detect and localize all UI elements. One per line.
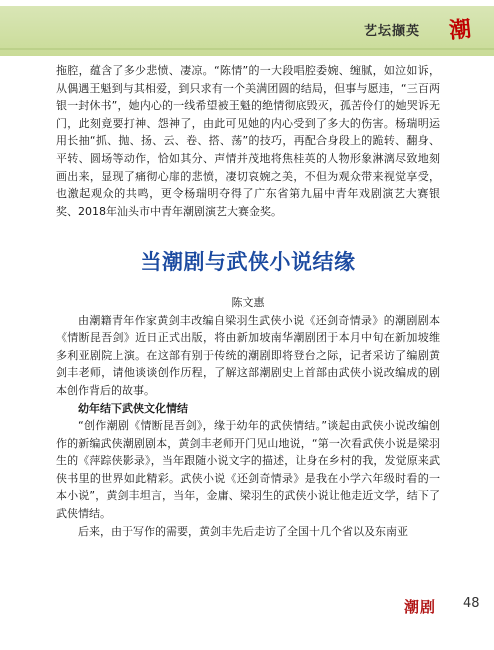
article-title: 当潮剧与武侠小说结缘 xyxy=(140,250,356,275)
page-content xyxy=(56,62,440,540)
footer-magazine-logo: 潮剧 xyxy=(404,597,437,616)
section-label: 艺坛撷英 xyxy=(363,24,420,39)
page-number: 48 xyxy=(463,596,480,611)
article-intro-paragraph: 由潮籍青年作家黄剑丰改编自梁羽生武侠小说《还剑奇情录》的潮剧剧本《情断昆吾剑》近日正式出版，将由新加坡南华潮剧团于本月中旬在新加坡维多利亚剧院上演。在这部有别于传统的潮剧即将登台之际，记者采访了编剧黄剑丰老师，请他谈谈创作历程，了解这部潮剧史上首部由武侠小说改编成的剧本创作背后的故事。 xyxy=(56,313,440,397)
article-body-paragraph: “创作潮剧《情断昆吾剑》，缘于幼年的武侠情结。”谈起由武侠小说改编创作的新编武侠潮剧剧本，黄剑丰老师开门见山地说，“第一次看武侠小说是梁羽生的《萍踪侠影录》，当年跟随小说文字的描述，让身在乡村的我，发觉原来武侠书里的世界如此精彩。武侠小说《还剑奇情录》是我在小学六年级时看的一本小说”，黄剑丰坦言，当年，金庸、梁羽生的武侠小说让他走近文学，结下了武侠情结。 xyxy=(56,419,440,521)
article-body-paragraph: 后来，由于写作的需要，黄剑丰先后走访了全国十几个省以及东南亚 xyxy=(78,524,408,538)
article-author: 陈文惠 xyxy=(231,295,265,309)
header-divider xyxy=(0,48,494,50)
previous-article-paragraph: 拖腔，蕴含了多少悲愤、凄凉。“陈情”的一大段唱腔委婉、缠腻，如泣如诉，从偶遇王魁到与其相爱，到只求有一个美满团圆的结局，但事与愿违，“三百两银一封休书”，她内心的一线希望被王魁的绝情彻底毁灭，孤苦伶仃的她哭诉无门，此刻竟要打神、怨神了，由此可见她的内心受到了多大的伤害。杨瑞明运用长抽“抓、抛、扬、云、卷、搭、荡”的技巧，再配合身段上的跪转、翻身、平转、圆场等动作，恰如其分、声情并茂地将焦桂英的人物形象淋漓尽致地刻画出来，显现了痛彻心扉的悲愤，凄切哀婉之美，不但为观众带来视觉享受，也激起观众的共鸣，更令杨瑞明夺得了广东省第九届中青年戏剧演艺大赛银奖、2018年汕头市中青年潮剧演艺大赛金奖。 xyxy=(56,64,440,218)
magazine-stamp-logo: 潮 xyxy=(447,15,473,44)
section-subheading: 幼年结下武侠文化情结 xyxy=(78,401,188,415)
